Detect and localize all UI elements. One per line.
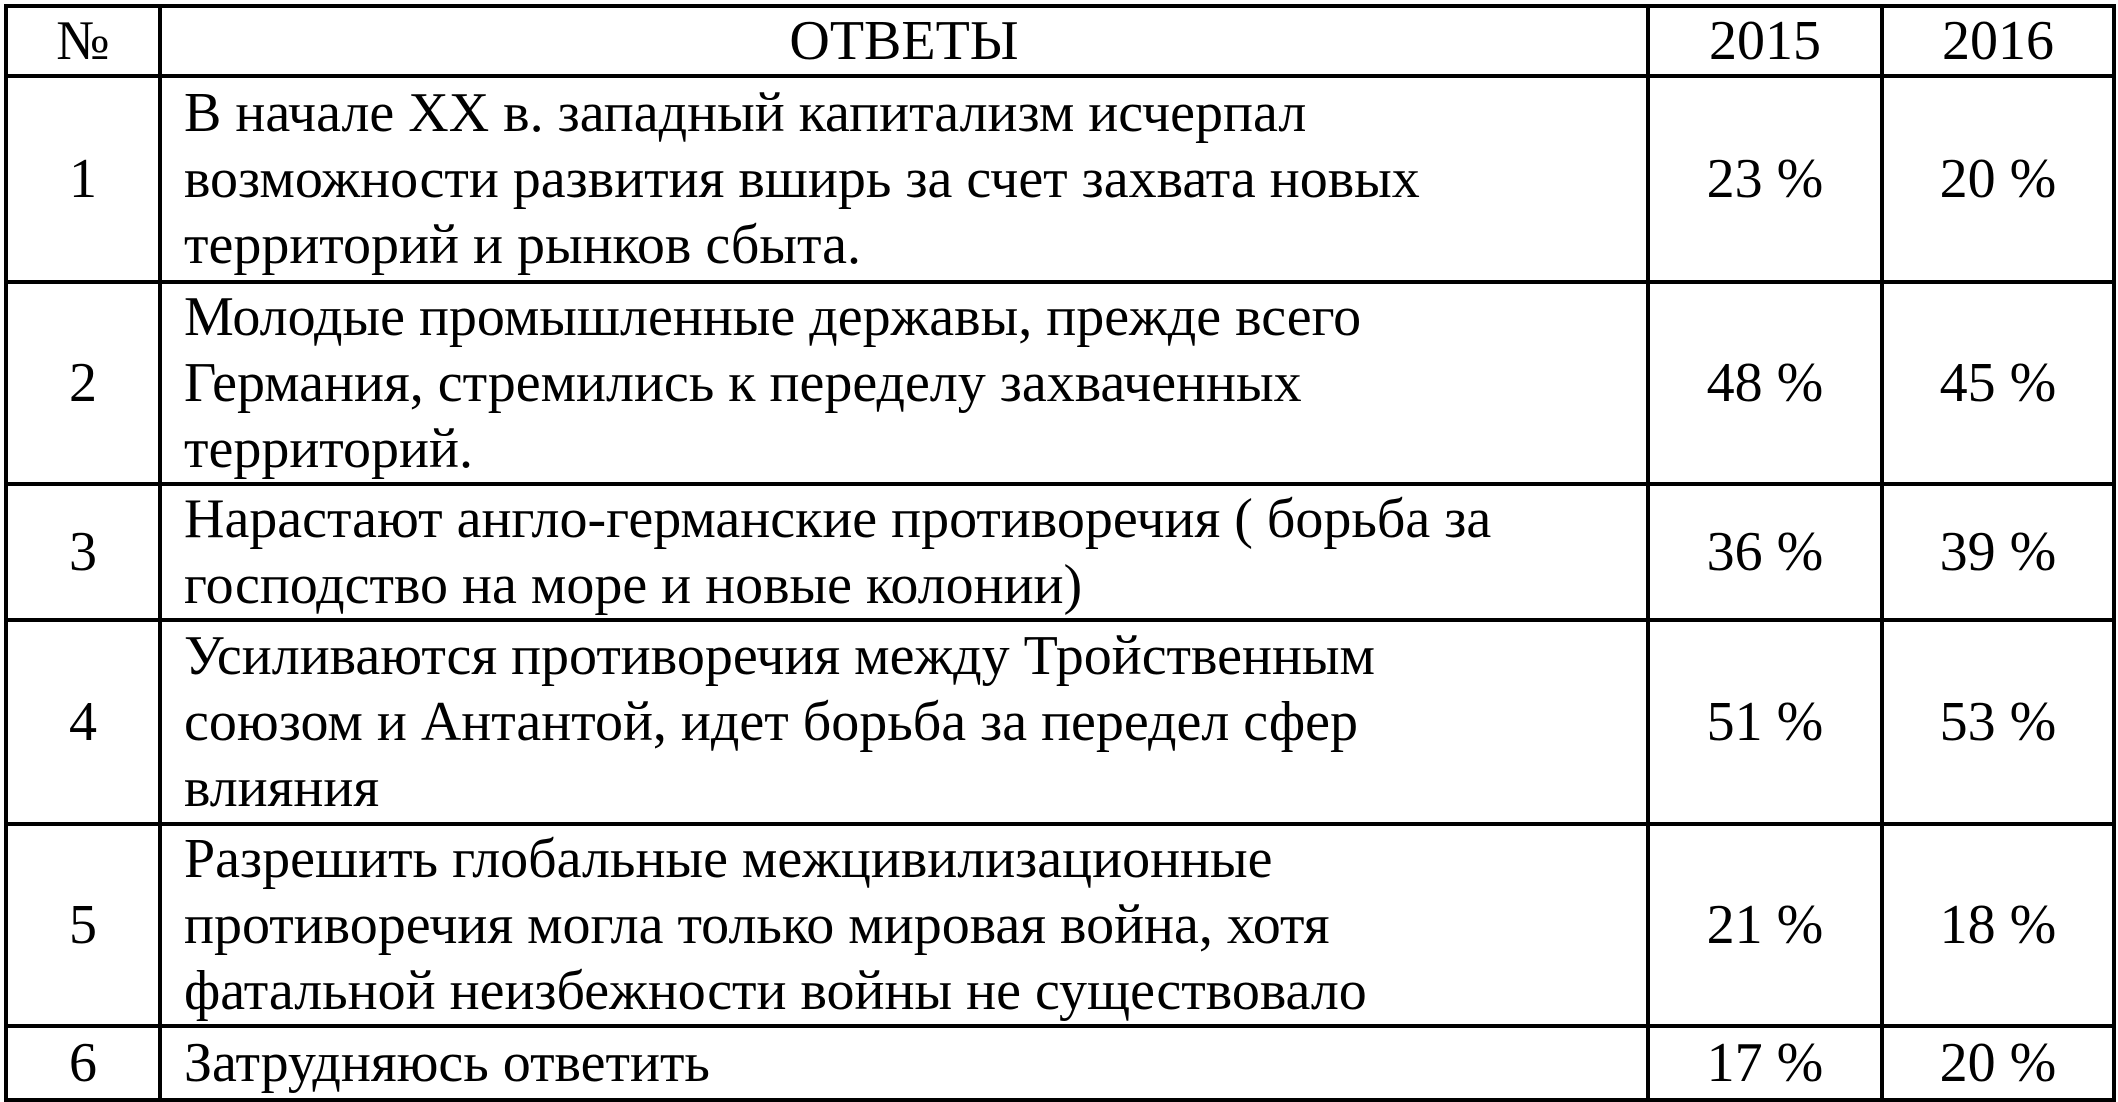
table-row [6, 620, 2114, 824]
row-value-2015: 17 % [1648, 1026, 1882, 1100]
answer-line: господство на море и новые колонии) [184, 554, 1083, 616]
header-number: № [6, 6, 160, 76]
row-value-2015: 51 % [1648, 620, 1882, 824]
header-answers: ОТВЕТЫ [160, 6, 1648, 76]
row-number: 5 [6, 824, 160, 1026]
answer-line: фатальной неизбежности войны не существовало [184, 960, 1367, 1022]
row-answer [160, 824, 1648, 1026]
answer-line: Разрешить глобальные межцивилизационные [184, 828, 1273, 890]
row-answer [160, 282, 1648, 484]
header-year-2016: 2016 [1882, 6, 2114, 76]
row-answer [160, 76, 1648, 282]
table-row [6, 282, 2114, 484]
answer-line: Затрудняюсь ответить [184, 1032, 710, 1094]
row-number: 1 [6, 76, 160, 282]
row-value-2016: 18 % [1882, 824, 2114, 1026]
row-value-2015: 48 % [1648, 282, 1882, 484]
header-year-2015: 2015 [1648, 6, 1882, 76]
answer-line: территорий. [184, 418, 473, 480]
answer-line: союзом и Антантой, идет борьба за передел сфер [184, 691, 1358, 753]
survey-results-table [4, 4, 2116, 1102]
row-value-2016: 45 % [1882, 282, 2114, 484]
answer-line: влияния [184, 757, 380, 819]
answer-line: Усиливаются противоречия между Тройственным [184, 625, 1375, 687]
row-value-2016: 20 % [1882, 1026, 2114, 1100]
table-row [6, 484, 2114, 620]
answer-line: Нарастают англо-германские противоречия ( борьба за [184, 488, 1492, 550]
row-value-2016: 53 % [1882, 620, 2114, 824]
answer-line: территорий и рынков сбыта. [184, 214, 862, 276]
row-number: 2 [6, 282, 160, 484]
answer-line: В начале XX в. западный капитализм исчерпал [184, 82, 1307, 144]
answer-line: Германия, стремились к переделу захваченных [184, 352, 1302, 414]
row-number: 6 [6, 1026, 160, 1100]
table-row [6, 76, 2114, 282]
table-row [6, 1026, 2114, 1100]
table-header-row [6, 6, 2114, 76]
row-value-2016: 39 % [1882, 484, 2114, 620]
answer-line: противоречия могла только мировая война, хотя [184, 894, 1330, 956]
row-value-2015: 36 % [1648, 484, 1882, 620]
row-answer [160, 484, 1648, 620]
row-answer [160, 620, 1648, 824]
row-number: 3 [6, 484, 160, 620]
table-row [6, 824, 2114, 1026]
row-value-2016: 20 % [1882, 76, 2114, 282]
row-value-2015: 21 % [1648, 824, 1882, 1026]
answer-line: Молодые промышленные державы, прежде всего [184, 286, 1362, 348]
row-answer [160, 1026, 1648, 1100]
row-value-2015: 23 % [1648, 76, 1882, 282]
answer-line: возможности развития вширь за счет захвата новых [184, 148, 1420, 210]
row-number: 4 [6, 620, 160, 824]
